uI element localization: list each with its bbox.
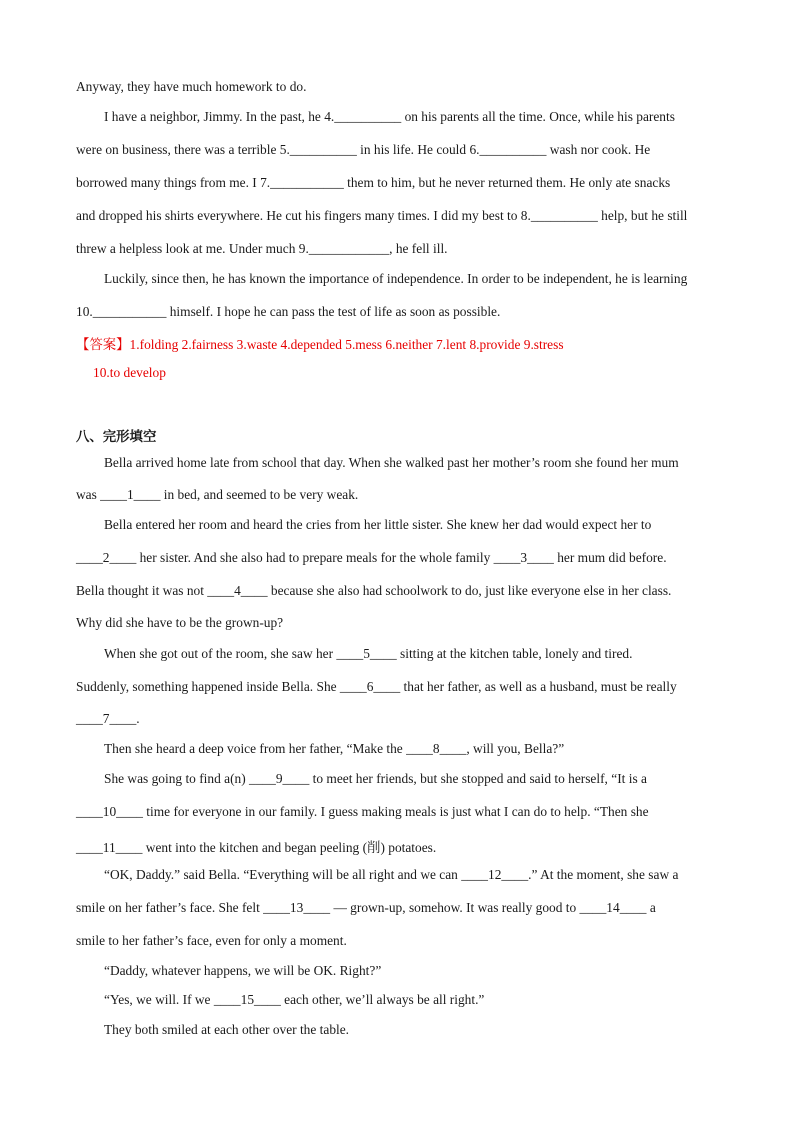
paragraph-line: borrowed many things from me. I 7.___________ them to him, but he never returned them. He only ate snacks xyxy=(76,175,671,190)
paragraph-line: and dropped his shirts everywhere. He cut his fingers many times. I did my best to 8.__________ help, but he still xyxy=(76,208,688,223)
cloze-line: Bella thought it was not ____4____ because she also had schoolwork to do, just like everyone else in her class. xyxy=(76,583,672,598)
cloze-line: smile on her father’s face. She felt ____13____ — grown-up, somehow. It was really good to ____14____ a xyxy=(76,900,656,915)
paragraph-line: Anyway, they have much homework to do. xyxy=(76,79,307,94)
paragraph-line: were on business, there was a terrible 5.__________ in his life. He could 6.__________ wash nor cook. He xyxy=(76,142,651,157)
cloze-line: When she got out of the room, she saw her ____5____ sitting at the kitchen table, lonely and tired. xyxy=(104,646,633,661)
paragraph-line: 10.___________ himself. I hope he can pass the test of life as soon as possible. xyxy=(76,304,501,319)
paragraph-line: threw a helpless look at me. Under much 9.____________, he fell ill. xyxy=(76,241,448,256)
paragraph-line: I have a neighbor, Jimmy. In the past, he 4.__________ on his parents all the time. Once, while his parents xyxy=(104,109,675,124)
cloze-line: ____2____ her sister. And she also had to prepare meals for the whole family ____3____ her mum did before. xyxy=(76,550,667,565)
cloze-line: “Daddy, whatever happens, we will be OK. Right?” xyxy=(104,963,382,978)
cloze-line: ____7____. xyxy=(76,711,140,726)
cloze-line: Then she heard a deep voice from her father, “Make the ____8____, will you, Bella?” xyxy=(104,741,565,756)
cloze-line: ____10____ time for everyone in our family. I guess making meals is just what I can do to help. “Then she xyxy=(76,804,649,819)
cloze-line: ____11____ went into the kitchen and began peeling (削) potatoes. xyxy=(76,840,437,855)
cloze-line: Bella entered her room and heard the cries from her little sister. She knew her dad would expect her to xyxy=(104,517,652,532)
cloze-line: was ____1____ in bed, and seemed to be very weak. xyxy=(76,487,359,502)
cloze-line: “Yes, we will. If we ____15____ each other, we’ll always be all right.” xyxy=(104,992,485,1007)
section-heading: 八、完形填空 xyxy=(76,430,157,445)
cloze-line: “OK, Daddy.” said Bella. “Everything will be all right and we can ____12____.” At the moment, she saw a xyxy=(104,867,679,882)
cloze-line: smile to her father’s face, even for only a moment. xyxy=(76,933,347,948)
answer-key: 【答案】1.folding 2.fairness 3.waste 4.depended 5.mess 6.neither 7.lent 8.provide 9.stress xyxy=(76,337,564,352)
paragraph-line: Luckily, since then, he has known the importance of independence. In order to be independent, he is learning xyxy=(104,271,688,286)
cloze-line: They both smiled at each other over the table. xyxy=(104,1022,350,1037)
cloze-line: Suddenly, something happened inside Bella. She ____6____ that her father, as well as a husband, must be really xyxy=(76,679,677,694)
cloze-line: Bella arrived home late from school that day. When she walked past her mother’s room she found her mum xyxy=(104,455,679,470)
cloze-line: Why did she have to be the grown-up? xyxy=(76,615,284,630)
answer-key-continued: 10.to develop xyxy=(93,365,166,380)
cloze-line: She was going to find a(n) ____9____ to meet her friends, but she stopped and said to herself, “It is a xyxy=(104,771,647,786)
